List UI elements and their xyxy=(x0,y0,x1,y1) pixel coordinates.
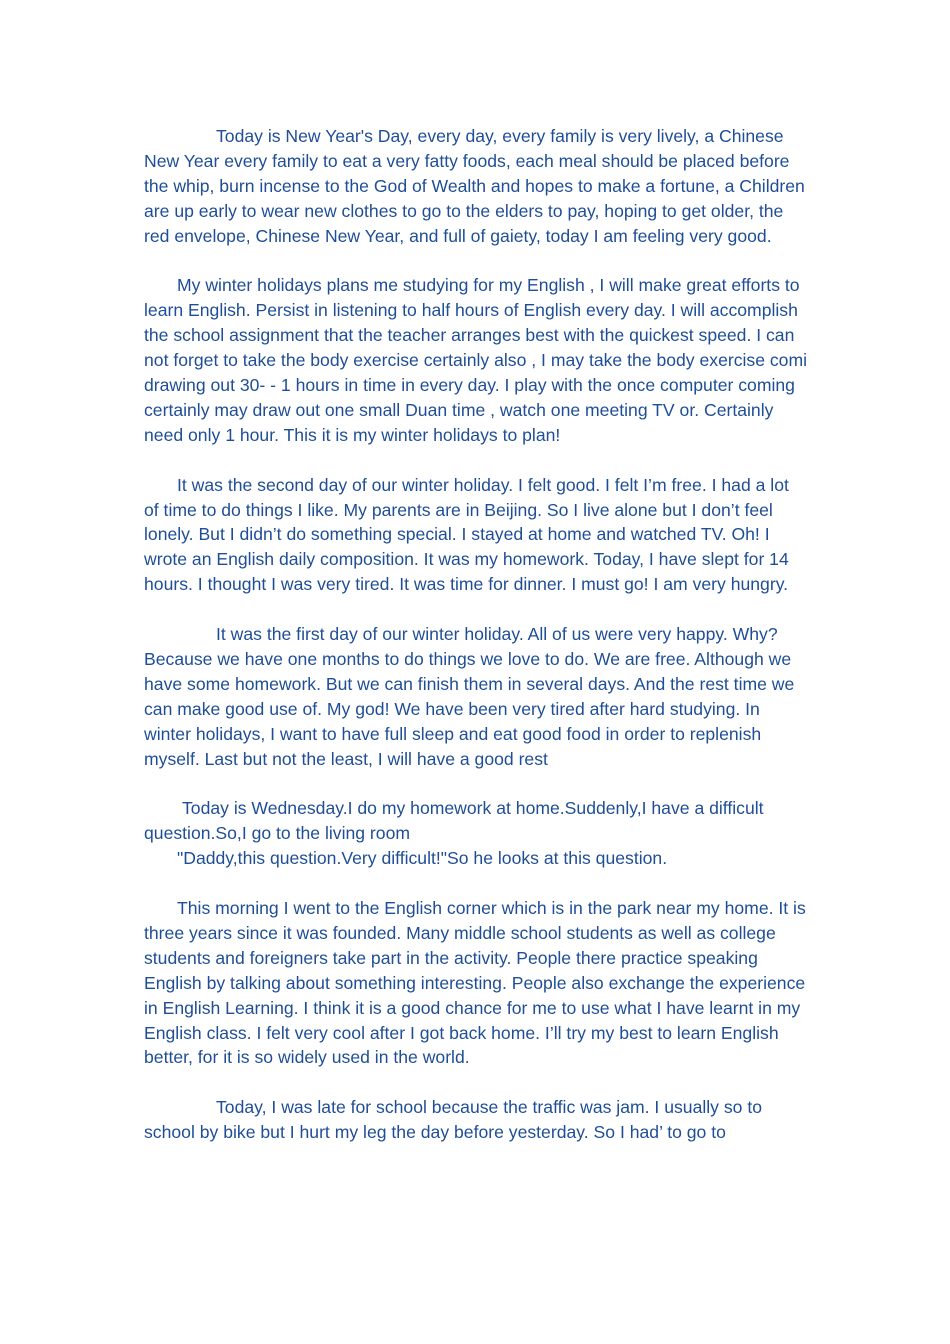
paragraph-second-day-holiday: It was the second day of our winter holiday. I felt good. I felt I’m free. I had a lot of time to do things I like. My parents are in Beijing. So I live alone but I don’t feel lonely. But I didn’t do something special. I stayed at home and watched TV. Oh! I wrote an English daily composition. It was my homework. Today, I have slept for 14 hours. I thought I was very tired. It was time for dinner. I must go! I am very hungry. xyxy=(144,474,794,595)
paragraph-first-day-holiday: It was the first day of our winter holiday. All of us were very happy. Why? Because we have one months to do things we love to do. We are free. Although we have some homework. But we can finish them in several days. And the rest time we can make good use of. My god! We have been very tired after hard studying. In winter holidays, I want to have full sleep and eat good food in order to replenish myself. Last but not the least, I will have a good rest xyxy=(144,624,800,769)
paragraph-gap xyxy=(144,772,808,797)
paragraph-gap xyxy=(144,1070,808,1095)
paragraph-gap xyxy=(144,597,808,622)
paragraph-winter-holiday-plans: My winter holidays plans me studying for my English , I will make great efforts to learn English. Persist in listening to half hours of English every day. I will accomplish the school assignment that the teacher arranges best with the quickest speed. I can not forget to take the body exercise certainly also , I may take the body exercise comi drawing out 30- - 1 hours in time in every day. I play with the once computer coming certainly may draw out one small Duan time , watch one meeting TV or. Certainly need only 1 hour. This it is my winter holidays to plan! xyxy=(144,275,812,445)
paragraph-gap xyxy=(144,249,808,274)
paragraph-daddy-question: "Daddy,this question.Very difficult!"So he looks at this question. xyxy=(177,848,668,869)
paragraph-wednesday-homework: Today is Wednesday.I do my homework at home.Suddenly,I have a difficult question.So,I go to the living room xyxy=(144,798,769,844)
paragraph-english-corner: This morning I went to the English corner which is in the park near my home. It is three years since it was founded. Many middle school students as well as college students and foreigners take part in the activity. People there practice speaking English by talking about something interesting. People also exchange the experience in English Learning. I think it is a good chance for me to use what I have learnt in my English class. I felt very cool after I got back home. I’ll try my best to learn English better, for it is so widely used in the world. xyxy=(144,898,811,1068)
document-body xyxy=(144,124,812,1145)
paragraph-new-years-day: Today is New Year's Day, every day, every family is very lively, a Chinese New Year every family to eat a very fatty foods, each meal should be placed before the whip, burn incense to the God of Wealth and hopes to make a fortune, a Children are up early to wear new clothes to go to the elders to pay, hoping to get older, the red envelope, Chinese New Year, and full of gaiety, today I am feeling very good. xyxy=(144,126,810,246)
paragraph-gap xyxy=(144,448,808,473)
paragraph-late-for-school: Today, I was late for school because the traffic was jam. I usually so to school by bike but I hurt my leg the day before yesterday. So I had’ to go to xyxy=(144,1097,767,1143)
paragraph-gap xyxy=(144,871,808,896)
